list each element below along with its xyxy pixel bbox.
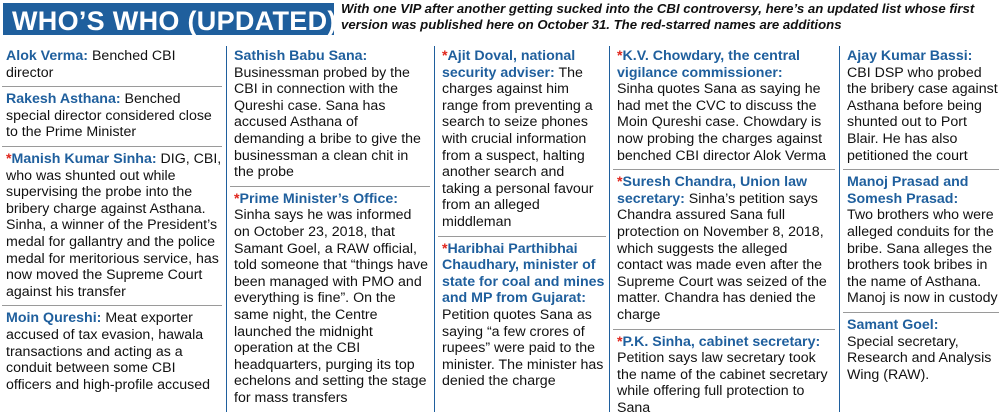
column-5 [843, 46, 999, 414]
entry-name: Ajit Doval, national security adviser: [442, 48, 576, 81]
intro-text: With one VIP after another getting sucked into the CBI controversy, here’s an updated list whose first version was published here on October 31. The red-starred names are additions [341, 1, 975, 32]
column-divider [839, 46, 840, 412]
column-3 [438, 46, 606, 414]
entry-desc: Sinha quotes Sana as saying he had met the CVC to discuss the Moin Qureshi case. Chowdary is now probing the charges against benched CBI director Alok Verma [617, 81, 826, 164]
column-2 [230, 46, 430, 414]
page-title: WHO’S WHO (UPDATED) [12, 6, 337, 36]
entry-desc: Benched special director considered close to the Prime Minister [6, 91, 212, 141]
star-marker: * [234, 190, 240, 207]
entry-desc: Sinha’s petition says Chandra assured Sana full protection on November 8, 2018, which suggests the alleged contact was made even after the Supreme Court was seized of the matter. Chandra has denied the charge [617, 190, 827, 323]
entry-kv-chowdary [613, 46, 835, 169]
title-banner [3, 3, 337, 36]
entry-name: Suresh Chandra, Union law secretary: [617, 174, 807, 207]
entry-moin-qureshi [2, 305, 222, 398]
entry-name: Manish Kumar Sinha: [11, 150, 157, 167]
star-marker: * [442, 240, 448, 257]
star-marker: * [442, 48, 448, 64]
header [0, 0, 1000, 46]
entry-haribhai-chaudhary [438, 236, 606, 395]
entry-ajay-kumar-bassi [843, 46, 999, 169]
column-1 [2, 46, 222, 414]
column-divider [609, 46, 610, 412]
entry-desc: Petition quotes Sana as saying “a few crores of rupees” were paid to the minister. The minister has denied the charge [442, 306, 604, 390]
entry-name: Manoj Prasad and Somesh Prasad: [847, 174, 969, 207]
entry-name: Prime Minister’s Office: [239, 190, 399, 207]
entry-prime-ministers-office [230, 186, 430, 412]
entry-manish-kumar-sinha [2, 146, 222, 305]
entry-name: Alok Verma: [6, 48, 89, 64]
entry-name: Moin Qureshi: [6, 310, 102, 327]
entry-desc: Two brothers who were alleged conduits for the bribe. Sana alleges the brothers took bribes in the name of Asthana. Manoj is now in custody [847, 207, 998, 307]
star-marker: * [617, 174, 623, 191]
entry-name: Samant Goel: [847, 316, 939, 333]
entry-rakesh-asthana [2, 86, 222, 146]
entry-desc: Special secretary, Research and Analysis Wing (RAW). [847, 333, 992, 383]
entry-pk-sinha [613, 329, 835, 415]
column-divider [434, 46, 435, 412]
entry-desc: Petition says law secretary took the name of the cabinet secretary while offering full protection to Sana [617, 350, 828, 414]
entry-sathish-babu-sana [230, 46, 430, 186]
entry-desc: Businessman probed by the CBI in connection with the Qureshi case. Sana has accused Asthana of demanding a bribe to give the businessman a clean chit in the probe [234, 64, 421, 181]
entry-name: Haribhai Parthibhai Chaudhary, minister of state for coal and mines and MP from Gujarat: [442, 240, 605, 307]
entry-desc: Benched CBI director [6, 48, 176, 81]
entry-samant-goel [843, 312, 999, 388]
entry-name: Rakesh Asthana: [6, 91, 121, 108]
entry-name: P.K. Sinha, cabinet secretary: [622, 333, 821, 350]
entry-desc: Sinha says he was informed on October 23, 2018, that Samant Goel, a RAW official, told someone that “things have been managed with PMO and everything is fine”. On the same night, the Centre launched the midnight operation at the CBI headquarters, purging its top echelons and setting the stage for mass transfers [234, 207, 429, 406]
column-divider [226, 46, 227, 412]
entry-name: K.V. Chowdary, the central vigilance commissioner: [617, 48, 800, 81]
entry-desc: DIG, CBI, who was shunted out while supervising the probe into the bribery charge against Asthana. Sinha, a winner of the President’s medal for gallantry and the police medal for meritorious service, has now moved the Supreme Court against his transfer [6, 150, 222, 300]
entry-desc: CBI DSP who probed the bribery case against Asthana before being shunted out to Port Blair. He has also petitioned the court [847, 64, 998, 164]
star-marker: * [6, 150, 12, 167]
entry-name: Ajay Kumar Bassi: [847, 48, 973, 64]
star-marker: * [617, 333, 623, 350]
entry-alok-verma [2, 46, 222, 86]
column-4 [613, 46, 835, 414]
entry-desc: Meat exporter accused of tax evasion, hawala transactions and acting as a conduit between some CBI officers and high-profile accused [6, 310, 211, 393]
entry-name: Sathish Babu Sana: [234, 48, 368, 64]
entry-suresh-chandra [613, 169, 835, 328]
entry-desc: The charges against him range from preventing a search to seize phones with crucial information from a suspect, halting another search and taking a personal favour from an alleged middleman [442, 64, 594, 230]
star-marker: * [617, 48, 623, 64]
entry-manoj-somesh-prasad [843, 169, 999, 312]
entry-ajit-doval [438, 46, 606, 236]
